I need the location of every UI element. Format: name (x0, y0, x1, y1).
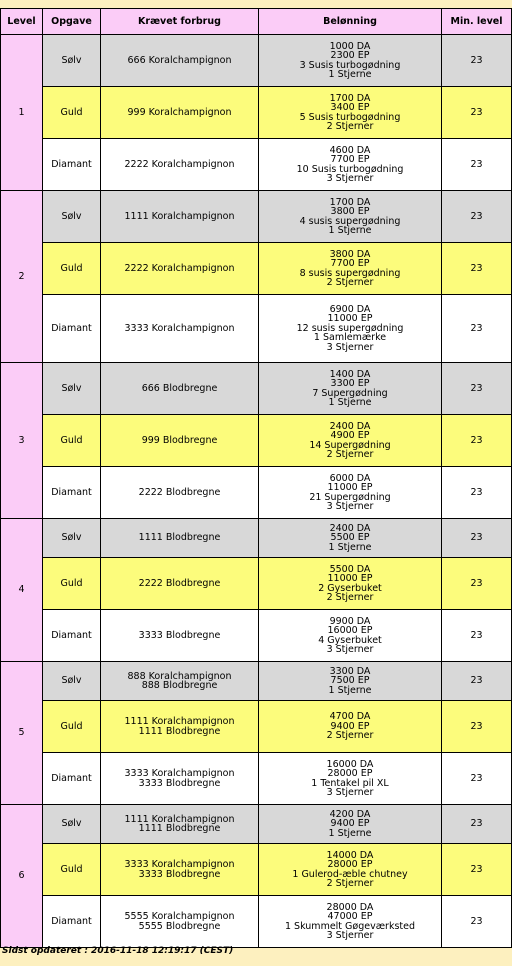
belonning-cell (259, 662, 442, 701)
belonning-line: 3 Stjerner (326, 501, 374, 512)
belonning-line: 28000 EP (327, 859, 373, 870)
belonning-line: 2 Stjerner (326, 449, 374, 460)
belonning-line: 2400 DA (329, 522, 371, 534)
table-row (1, 896, 512, 948)
table-row (1, 519, 512, 558)
opgave-cell: Guld (43, 87, 101, 139)
table-row (1, 363, 512, 415)
belonning-cell (259, 519, 442, 558)
belonning-line: 3 Stjerner (326, 341, 374, 353)
belonning-line: 14 Supergødning (309, 439, 391, 451)
forbrug-cell (101, 896, 259, 948)
forbrug-cell (101, 35, 259, 87)
belonning-line: 2 Stjerner (326, 277, 374, 288)
opgave-cell: Sølv (43, 35, 101, 87)
opgave-cell: Guld (43, 558, 101, 610)
belonning-cell (259, 844, 442, 896)
level-cell: 1 (1, 35, 43, 191)
belonning-line: 5500 EP (330, 532, 370, 544)
belonning-cell (259, 558, 442, 610)
min-level-cell: 23 (442, 87, 512, 139)
belonning-cell (259, 753, 442, 805)
belonning-line: 11000 EP (327, 313, 373, 325)
belonning-line: 9900 DA (329, 615, 371, 627)
belonning-cell (259, 415, 442, 467)
table-row (1, 610, 512, 662)
belonning-line: 14000 DA (326, 849, 374, 861)
header-level: Level (1, 9, 43, 35)
belonning-line: 3 Stjerner (326, 173, 374, 184)
belonning-line: 3300 EP (330, 378, 370, 389)
forbrug-line: 2222 Blodbregne (138, 577, 221, 589)
belonning-cell (259, 805, 442, 844)
belonning-line: 1700 DA (329, 196, 371, 208)
forbrug-cell (101, 87, 259, 139)
opgave-cell: Sølv (43, 191, 101, 243)
belonning-cell (259, 295, 442, 363)
belonning-line: 3800 EP (330, 206, 370, 217)
forbrug-cell (101, 844, 259, 896)
belonning-line: 6000 DA (329, 472, 371, 484)
belonning-cell (259, 896, 442, 948)
belonning-line: 2300 EP (330, 50, 370, 61)
belonning-line: 2400 DA (329, 420, 371, 432)
belonning-cell (259, 363, 442, 415)
forbrug-line: 666 Koralchampignon (127, 54, 232, 66)
min-level-cell: 23 (442, 701, 512, 753)
belonning-cell (259, 191, 442, 243)
forbrug-line: 1111 Blodbregne (138, 725, 221, 737)
belonning-cell (259, 87, 442, 139)
table-row (1, 805, 512, 844)
belonning-line: 8 susis supergødning (299, 267, 401, 279)
belonning-line: 2 Stjerner (326, 730, 374, 742)
opgave-cell: Diamant (43, 610, 101, 662)
forbrug-cell (101, 295, 259, 363)
belonning-line: 3300 DA (329, 665, 371, 677)
belonning-line: 16000 EP (327, 625, 373, 636)
belonning-line: 1 Tentakel pil XL (311, 777, 389, 789)
forbrug-cell (101, 662, 259, 701)
header-kraevet-forbrug: Krævet forbrug (101, 9, 259, 35)
belonning-line: 12 susis supergødning (296, 322, 404, 334)
belonning-line: 7700 EP (330, 154, 370, 165)
belonning-cell (259, 243, 442, 295)
belonning-cell (259, 610, 442, 662)
belonning-line: 11000 EP (327, 482, 373, 493)
belonning-line: 3400 EP (330, 102, 370, 113)
forbrug-line: 2222 Koralchampignon (124, 158, 235, 170)
header-opgave: Opgave (43, 9, 101, 35)
table-row (1, 191, 512, 243)
min-level-cell: 23 (442, 519, 512, 558)
forbrug-cell (101, 191, 259, 243)
belonning-line: 1700 DA (329, 92, 371, 104)
forbrug-line: 888 Koralchampignon (127, 670, 232, 682)
opgave-cell: Guld (43, 844, 101, 896)
min-level-cell: 23 (442, 753, 512, 805)
belonning-line: 1 Stjerne (328, 684, 372, 696)
table-row (1, 662, 512, 701)
forbrug-cell (101, 467, 259, 519)
forbrug-line: 5555 Koralchampignon (124, 911, 235, 922)
min-level-cell: 23 (442, 610, 512, 662)
forbrug-line: 2222 Blodbregne (138, 486, 221, 498)
opgave-cell: Sølv (43, 363, 101, 415)
belonning-line: 1 Samlemærke (313, 332, 387, 344)
forbrug-line: 3333 Blodbregne (138, 777, 221, 789)
belonning-line: 16000 DA (326, 758, 374, 770)
belonning-cell (259, 467, 442, 519)
opgave-cell: Guld (43, 415, 101, 467)
forbrug-cell (101, 415, 259, 467)
forbrug-cell (101, 701, 259, 753)
table-row (1, 87, 512, 139)
min-level-cell: 23 (442, 467, 512, 519)
belonning-line: 11000 EP (327, 573, 373, 584)
belonning-line: 1400 DA (329, 368, 371, 380)
forbrug-line: 1111 Koralchampignon (124, 210, 235, 222)
belonning-line: 28000 DA (326, 901, 374, 913)
belonning-line: 28000 EP (327, 768, 373, 779)
forbrug-cell (101, 558, 259, 610)
table-row (1, 35, 512, 87)
table-row (1, 295, 512, 363)
forbrug-line: 3333 Koralchampignon (124, 859, 235, 870)
belonning-line: 1 Stjerne (328, 225, 372, 236)
level-cell: 2 (1, 191, 43, 363)
belonning-line: 2 Stjerner (326, 878, 374, 889)
header-row (1, 9, 512, 35)
table-body (1, 35, 512, 948)
header-belonning: Belønning (259, 9, 442, 35)
forbrug-line: 3333 Koralchampignon (124, 768, 235, 779)
forbrug-line: 3333 Blodbregne (138, 868, 221, 880)
forbrug-cell (101, 363, 259, 415)
opgave-cell: Diamant (43, 896, 101, 948)
belonning-line: 7700 EP (330, 258, 370, 269)
belonning-line: 4600 DA (329, 144, 371, 156)
min-level-cell: 23 (442, 896, 512, 948)
belonning-line: 2 Gyserbuket (318, 582, 382, 594)
belonning-line: 1 Stjerne (328, 69, 372, 80)
forbrug-cell (101, 610, 259, 662)
opgave-cell: Sølv (43, 662, 101, 701)
belonning-line: 3 Stjerner (326, 787, 374, 798)
belonning-line: 5500 DA (329, 563, 371, 575)
belonning-line: 4 Gyserbuket (318, 634, 382, 646)
table-row (1, 467, 512, 519)
forbrug-line: 1111 Koralchampignon (124, 716, 235, 727)
level-cell: 6 (1, 805, 43, 948)
opgave-cell: Diamant (43, 295, 101, 363)
min-level-cell: 23 (442, 558, 512, 610)
level-cell: 3 (1, 363, 43, 519)
opgave-cell: Diamant (43, 467, 101, 519)
belonning-line: 21 Supergødning (309, 491, 391, 503)
belonning-line: 7 Supergødning (312, 387, 388, 399)
opgave-cell: Diamant (43, 753, 101, 805)
forbrug-cell (101, 753, 259, 805)
opgave-cell: Guld (43, 243, 101, 295)
belonning-line: 4900 EP (330, 430, 370, 441)
belonning-line: 2 Stjerner (326, 592, 374, 603)
belonning-line: 47000 EP (327, 911, 373, 922)
forbrug-line: 3333 Koralchampignon (124, 322, 235, 334)
min-level-cell: 23 (442, 415, 512, 467)
opgave-cell: Sølv (43, 805, 101, 844)
level-cell: 5 (1, 662, 43, 805)
forbrug-line: 999 Blodbregne (141, 434, 218, 446)
belonning-line: 9400 EP (330, 720, 370, 732)
min-level-cell: 23 (442, 35, 512, 87)
belonning-line: 1000 DA (329, 40, 371, 52)
table-row (1, 558, 512, 610)
belonning-line: 10 Susis turbogødning (296, 163, 404, 175)
forbrug-line: 999 Koralchampignon (127, 106, 232, 118)
belonning-line: 3 Susis turbogødning (299, 59, 401, 71)
min-level-cell: 23 (442, 844, 512, 896)
forbrug-cell (101, 139, 259, 191)
belonning-line: 3 Stjerner (326, 644, 374, 655)
forbrug-cell (101, 243, 259, 295)
forbrug-line: 5555 Blodbregne (138, 920, 221, 932)
level-cell: 4 (1, 519, 43, 662)
table-row (1, 243, 512, 295)
min-level-cell: 23 (442, 662, 512, 701)
min-level-cell: 23 (442, 805, 512, 844)
forbrug-line: 1111 Koralchampignon (124, 813, 235, 825)
belonning-line: 9400 EP (330, 818, 370, 830)
header-min-level: Min. level (442, 9, 512, 35)
table-row (1, 415, 512, 467)
forbrug-line: 1111 Blodbregne (138, 823, 221, 834)
belonning-line: 1 Gulerod-æble chutney (292, 868, 408, 880)
belonning-line: 3800 DA (329, 248, 371, 260)
last-updated-text: Sidst opdateret : 2016-11-18 12:19:17 (CEST) (2, 946, 234, 956)
belonning-line: 1 Stjerne (328, 397, 372, 408)
belonning-cell (259, 139, 442, 191)
min-level-cell: 23 (442, 363, 512, 415)
belonning-line: 6900 DA (329, 303, 371, 315)
belonning-line: 4700 DA (329, 711, 371, 723)
min-level-cell: 23 (442, 243, 512, 295)
belonning-cell (259, 35, 442, 87)
belonning-line: 3 Stjerner (326, 930, 374, 941)
forbrug-cell (101, 519, 259, 558)
min-level-cell: 23 (442, 139, 512, 191)
belonning-line: 7500 EP (330, 675, 370, 687)
forbrug-line: 3333 Blodbregne (138, 629, 221, 641)
belonning-line: 1 Stjerne (328, 541, 372, 553)
table-row (1, 139, 512, 191)
opgave-cell: Diamant (43, 139, 101, 191)
belonning-line: 5 Susis turbogødning (299, 111, 401, 123)
belonning-line: 1 Skummelt Gøgeværksted (284, 920, 416, 932)
belonning-line: 4 susis supergødning (299, 215, 401, 227)
forbrug-line: 888 Blodbregne (141, 680, 218, 691)
table-row (1, 844, 512, 896)
forbrug-line: 1111 Blodbregne (138, 532, 221, 544)
min-level-cell: 23 (442, 295, 512, 363)
table-row (1, 701, 512, 753)
table-row (1, 753, 512, 805)
forbrug-line: 2222 Koralchampignon (124, 262, 235, 274)
belonning-line: 2 Stjerner (326, 121, 374, 132)
belonning-line: 4200 DA (329, 808, 371, 820)
belonning-cell (259, 701, 442, 753)
belonning-line: 1 Stjerne (328, 827, 372, 839)
quest-table (0, 8, 512, 948)
forbrug-line: 666 Blodbregne (141, 382, 218, 394)
opgave-cell: Sølv (43, 519, 101, 558)
min-level-cell: 23 (442, 191, 512, 243)
forbrug-cell (101, 805, 259, 844)
opgave-cell: Guld (43, 701, 101, 753)
